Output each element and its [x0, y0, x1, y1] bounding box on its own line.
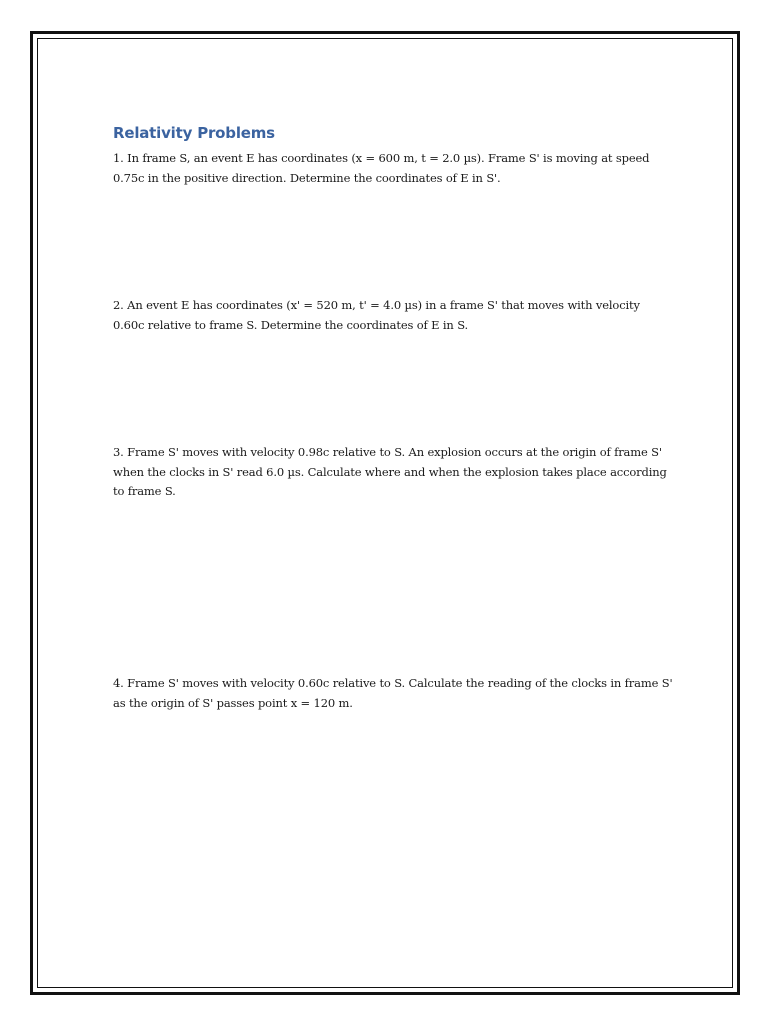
problem-3: 3. Frame S' moves with velocity 0.98c relative to S. An explosion occurs at the origin of frame S' when the clocks in S' read 6.0 µs. Calculate where and when the explosion takes place according to frame S. [113, 445, 667, 498]
problem-1: 1. In frame S, an event E has coordinates (x = 600 m, t = 2.0 µs). Frame S' is moving at speed 0.75c in the positive direction. Determine the coordinates of E in S'. [113, 151, 650, 185]
problem-2: 2. An event E has coordinates (x' = 520 m, t' = 4.0 µs) in a frame S' that moves with velocity 0.60c relative to frame S. Determine the coordinates of E in S. [113, 298, 640, 332]
document-title: Relativity Problems [113, 124, 275, 142]
problem-4: 4. Frame S' moves with velocity 0.60c relative to S. Calculate the reading of the clocks in frame S' as the origin of S' passes point x = 120 m. [113, 676, 673, 710]
